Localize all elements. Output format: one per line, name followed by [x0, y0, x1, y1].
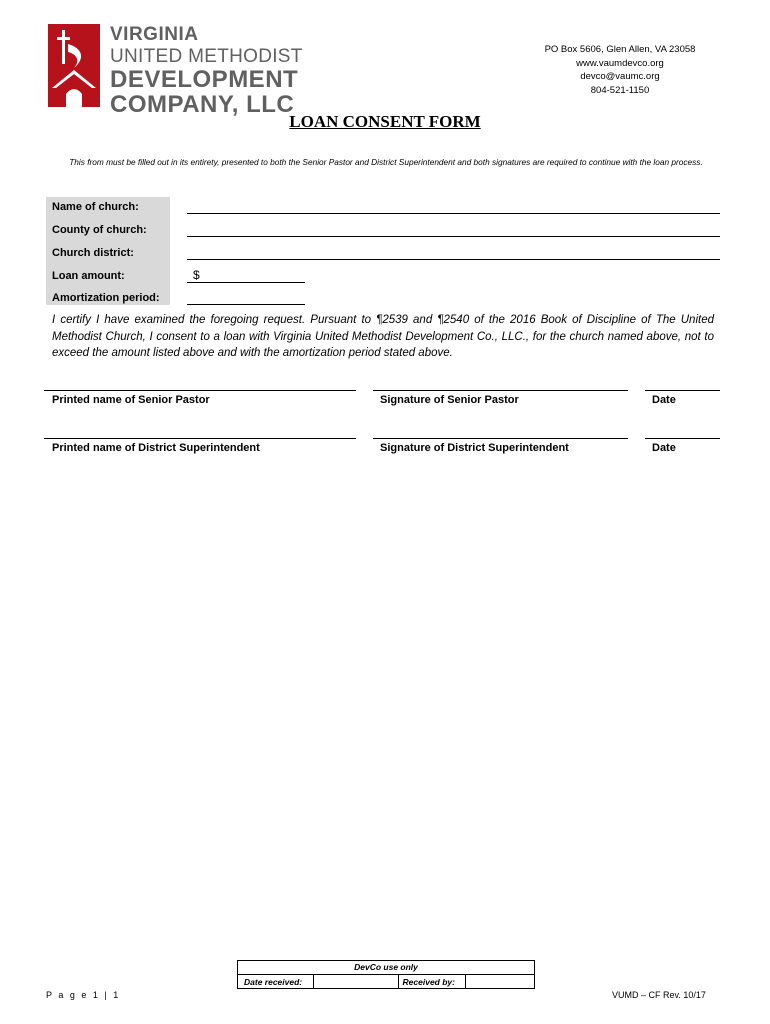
devco-heading: DevCo use only [354, 962, 418, 972]
church-district-input[interactable] [187, 259, 720, 260]
dollar-sign: $ [193, 268, 200, 282]
loan-amount-input[interactable] [187, 282, 305, 283]
field-label: Amortization period: [52, 292, 160, 304]
received-by-field[interactable] [466, 975, 534, 989]
devco-row [238, 974, 534, 989]
ds-date-label: Date [652, 442, 676, 454]
ds-printed-name-label: Printed name of District Superintendent [52, 442, 260, 454]
name-of-church-input[interactable] [187, 213, 720, 214]
devco-use-only-box [237, 960, 535, 989]
church-logo-icon [48, 24, 100, 107]
pastor-date-line[interactable] [645, 390, 720, 391]
contact-email[interactable]: devco@vaumc.org [580, 71, 660, 82]
logo-line-4: COMPANY, LLC [110, 91, 295, 118]
logo-line-2: UNITED METHODIST [110, 46, 303, 67]
contact-website[interactable]: www.vaumdevco.org [576, 57, 664, 69]
form-revision: VUMD – CF Rev. 10/17 [612, 990, 706, 1000]
logo-line-3: DEVELOPMENT [110, 66, 299, 93]
date-received-label: Date received: [238, 975, 314, 989]
received-by-label: Received by: [398, 975, 466, 989]
field-label: Church district: [52, 247, 134, 259]
field-label: Loan amount: [52, 270, 125, 282]
company-logo-text [110, 25, 303, 117]
date-received-field[interactable] [314, 975, 399, 989]
contact-address: PO Box 5606, Glen Allen, VA 23058 [544, 44, 696, 55]
instructions-text: This from must be filled out in its entirety, presented to both the Senior Pastor and District Superintendent and both signatures are required to continue with the loan process. [69, 157, 703, 167]
amortization-period-input[interactable] [187, 304, 305, 305]
field-label: County of church: [52, 224, 147, 236]
ds-date-line[interactable] [645, 438, 720, 439]
pastor-printed-name-label: Printed name of Senior Pastor [52, 394, 210, 406]
logo-line-1: VIRGINIA [110, 24, 199, 45]
pastor-printed-name-line[interactable] [44, 390, 356, 391]
page-title: LOAN CONSENT FORM [289, 112, 481, 131]
contact-block [520, 43, 720, 97]
ds-signature-line[interactable] [373, 438, 628, 439]
pastor-signature-line[interactable] [373, 390, 628, 391]
contact-phone: 804-521-1150 [590, 84, 650, 96]
field-label: Name of church: [52, 201, 139, 213]
certification-text: I certify I have examined the foregoing request. Pursuant to ¶2539 and ¶2540 of the 2016 Book of Discipline of The United Methodist Church, I consent to a loan with Virginia United Methodist Development Co., LLC., for the church named above, not to exceed the amount listed above and with the amortization period stated above. [52, 314, 714, 359]
county-of-church-input[interactable] [187, 236, 720, 237]
pastor-date-label: Date [652, 394, 676, 406]
ds-printed-name-line[interactable] [44, 438, 356, 439]
ds-signature-label: Signature of District Superintendent [380, 442, 569, 454]
page-number: P a g e 1 | 1 [46, 990, 121, 1000]
pastor-signature-label: Signature of Senior Pastor [380, 394, 519, 406]
